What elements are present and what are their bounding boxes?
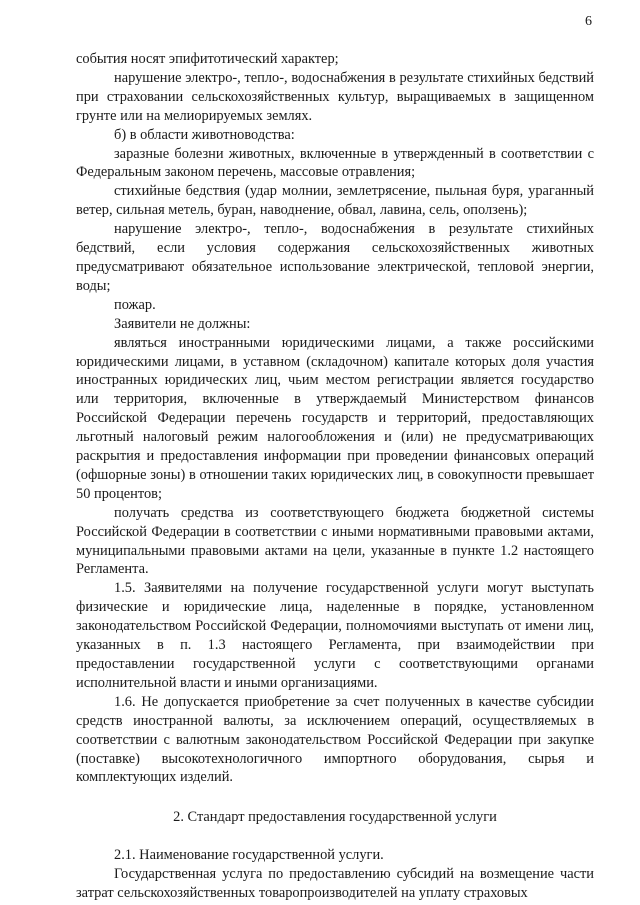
paragraph: 2.1. Наименование государственной услуги. [114,847,384,864]
paragraph: получать средства из соответствующего бюджета бюджетной системы Российской Федерации в соответствии с иными нормативными правовыми актами, муниципальными правовыми актами на цели, указанные в пункте 1.2 настоящего Регламента. [76,504,594,578]
section-heading: 2. Стандарт предоставления государственной услуги [173,809,497,826]
paragraph: являться иностранными юридическими лицами, а также российскими юридическими лицами, в уставном (складочном) капитале которых доля участия иностранных юридических лиц, чьим местом регистрации является государство или территория, включенные в утверждаемый Министерством финансов Российской Федерации перечень государств и территорий, предоставляющих льготный налоговый режим налогообложения и (или) не предусматривающих раскрытия и предоставления информации при проведении финансовых операций (офшорные зоны) в отношении таких юридических лиц, в совокупности превышает 50 процентов; [76,334,594,502]
paragraph: 1.5. Заявителями на получение государственной услуги могут выступать физические и юридические лица, наделенные в порядке, установленном законодательством Российской Федерации, полномочиями выступать от имени лиц, указанных в п. 1.3 настоящего Регламента, при взаимодействии при предоставлении государственной услуги с соответствующими органами исполнительной власти и иными организациями. [76,580,594,691]
paragraph: пожар. [114,296,156,313]
paragraph: события носят эпифитотический характер; [76,51,339,67]
paragraph: б) в области животноводства: [114,126,295,143]
paragraph: нарушение электро-, тепло-, водоснабжения в результате стихийных бедствий, если условия содержания сельскохозяйственных животных предусматривают обязательное использование электрической, тепловой энергии, воды; [76,221,594,294]
page-number: 6 [585,14,592,29]
paragraph: заразные болезни животных, включенные в утвержденный в соответствии с Федеральным законом перечень, массовые отравления; [76,145,594,181]
paragraph: Государственная услуга по предоставлению субсидий на возмещение части затрат сельскохозяйственных товаропроизводителей на уплату страховых [76,866,594,902]
paragraph: Заявители не должны: [114,315,251,332]
document-body [76,50,594,903]
paragraph: нарушение электро-, тепло-, водоснабжения в результате стихийных бедствий при страховании сельскохозяйственных культур, выращиваемых в защищенном грунте или на мелиорируемых землях. [76,69,594,124]
paragraph: 1.6. Не допускается приобретение за счет полученных в качестве субсидии средств иностранной валюты, за исключением операций, осуществляемых в соответствии с валютным законодательством Российской Федерации при закупке (поставке) высокотехнологичного импортного оборудования, сырья и комплектующих изделий. [76,693,594,786]
paragraph: стихийные бедствия (удар молнии, землетрясение, пыльная буря, ураганный ветер, сильная метель, буран, наводнение, обвал, лавина, сель, оползень); [76,183,594,219]
